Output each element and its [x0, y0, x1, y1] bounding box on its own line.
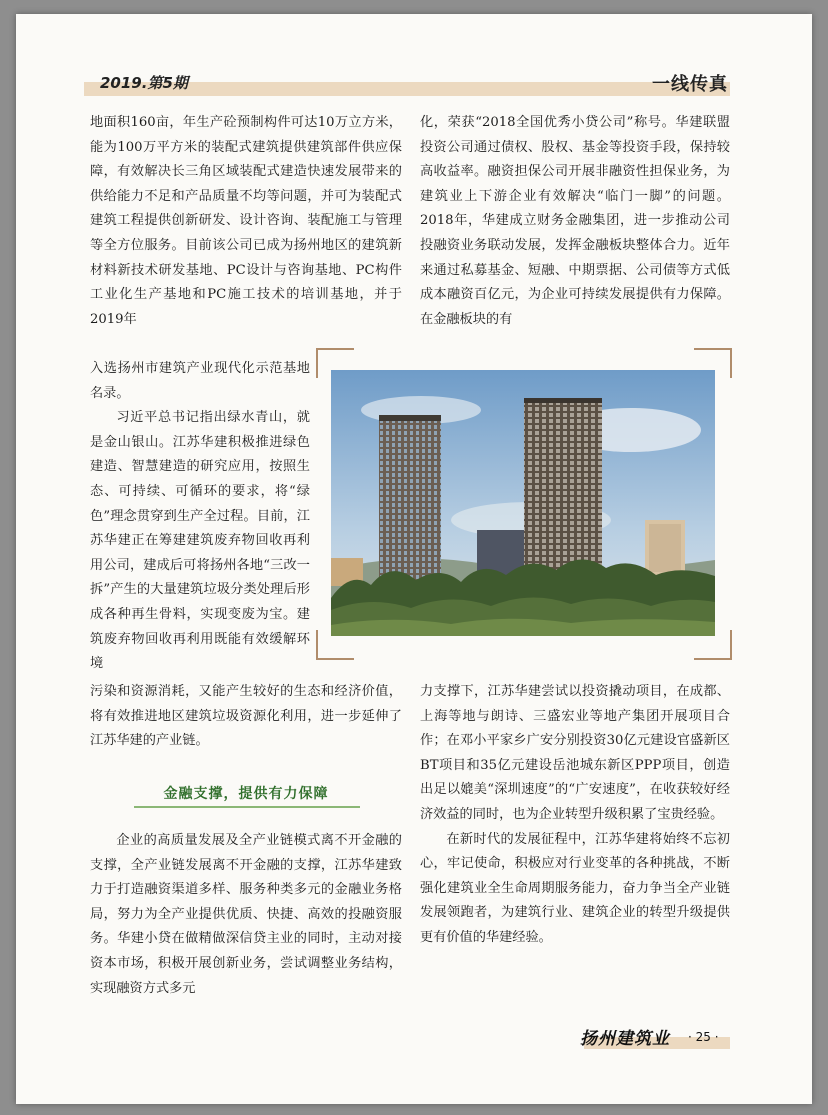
paragraph: 在新时代的发展征程中，江苏华建将始终不忘初心，牢记使命，积极应对行业变革的各种挑战，不断强化建筑业全生命周期服务能力，奋力争当全产业链发展领跑者，为建筑行业、建筑企业的转型升级提供更有价值的华建经验。 [420, 831, 730, 945]
left-bottom-text [90, 829, 402, 1001]
paragraph: 化，荣获“2018全国优秀小贷公司”称号。华建联盟投资公司通过债权、股权、基金等投资手段，保持较高收益率。融资担保公司开展非融资性担保业务，为建筑业上下游企业有效解决“临门一脚”的问题。2018年，华建成立财务金融集团，进一步推动公司投融资业务联动发展，发挥金融板块整体合力。近年来通过私募基金、短融、中期票据、公司债等方式低成本融资百亿元，为企业可持续发展提供有力保障。在金融板块的有 [420, 115, 730, 327]
left-continue-text [90, 680, 402, 754]
section-underline [134, 806, 360, 808]
building-photo [331, 370, 715, 636]
publication-logo: 扬州建筑业 [580, 1029, 670, 1049]
right-top-text [420, 111, 730, 332]
column-title: 一线传真 [652, 74, 728, 95]
paragraph: 污染和资源消耗，又能产生较好的生态和经济价值，将有效推进地区建筑垃圾资源化利用，进一步延伸了江苏华建的产业链。 [90, 684, 402, 749]
page-number: · 25 · [688, 1030, 719, 1044]
paragraph: 力支撑下，江苏华建尝试以投资撬动项目，在成都、上海等地与朗诗、三盛宏业等地产集团开展项目合作；在邓小平家乡广安分别投资30亿元建设官盛新区BT项目和35亿元建设岳池城东新区PPP项目，创造出足以媲美“深圳速度”的“广安速度”，在收获较好经济效益的同时，也为企业转型升级积累了宝贵经验。 [420, 684, 730, 822]
paragraph: 习近平总书记指出绿水青山，就是金山银山。江苏华建积极推进绿色建造、智慧建造的研究应用，按照生态、可持续、可循环的要求，将“绿色”理念贯穿到生产全过程。目前，江苏华建正在筹建建筑废弃物回收再利用公司，建成后可将扬州各地“三改一拆”产生的大量建筑垃圾分类处理后形成各种再生骨料，实现变废为宝。建筑废弃物回收再利用既能有效缓解环境 [90, 410, 310, 672]
paragraph: 企业的高质量发展及全产业链模式离不开金融的支撑，全产业链发展离不开金融的支撑，江苏华建致力于打造融资渠道多样、服务种类多元的金融业务格局，努力为全产业提供优质、快捷、高效的投融资服务。华建小贷在做精做深信贷主业的同时，主动对接资本市场，积极开展创新业务，尝试调整业务结构，实现融资方式多元 [90, 833, 402, 996]
left-narrow-text [90, 357, 310, 677]
section-title: 金融支撑，提供有力保障 [163, 786, 329, 802]
right-bottom-text [420, 680, 730, 951]
paragraph: 入选扬州市建筑产业现代化示范基地名录。 [90, 361, 310, 401]
left-top-text [90, 111, 402, 332]
issue-label: 2019.第5期 [100, 74, 188, 92]
paragraph: 地面积160亩，年生产砼预制构件可达10万立方米，能为100万平方米的装配式建筑提供建筑部件供应保障，有效解决长三角区域装配式建造快速发展带来的供给能力不足和产品质量不均等问题，并可为装配式建筑工程提供创新研发、设计咨询、装配施工与管理等全方位服务。目前该公司已成为扬州地区的建筑新材料新技术研发基地、PC设计与咨询基地、PC构件工业化生产基地和PC施工技术的培训基地，并于2019年 [90, 115, 402, 327]
